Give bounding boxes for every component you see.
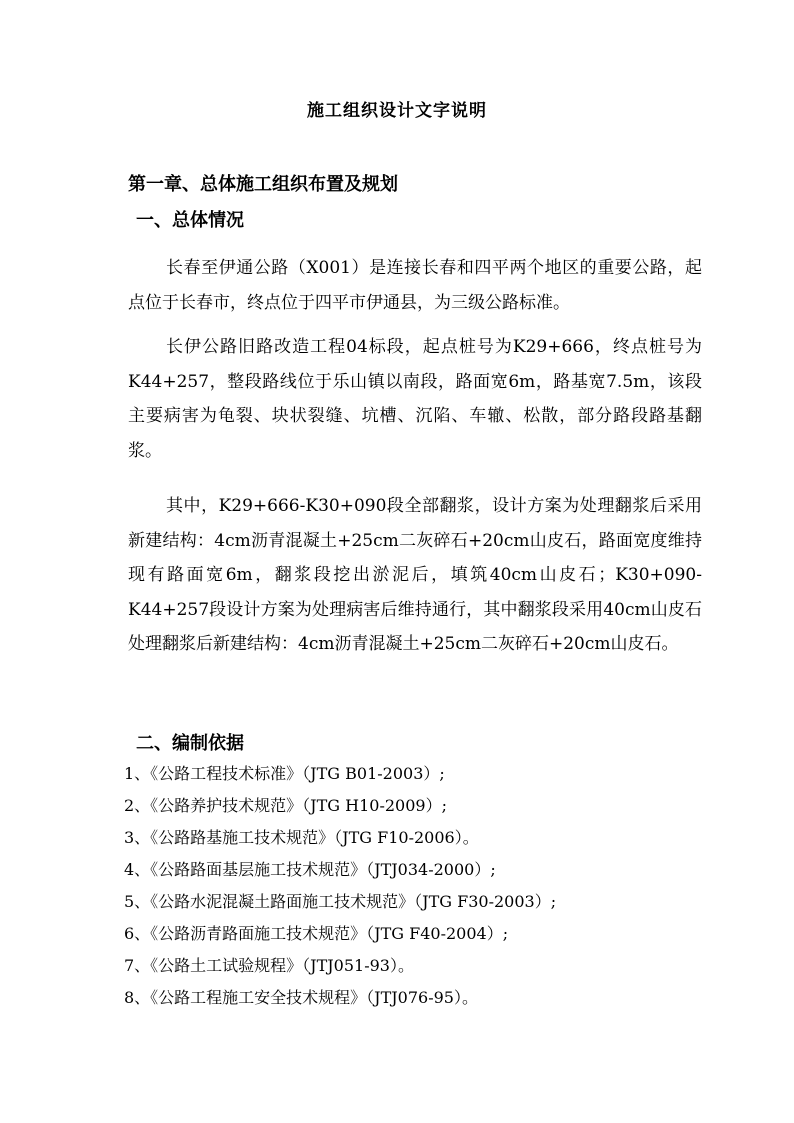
paragraph-section-04: 长伊公路旧路改造工程04标段，起点桩号为K29+666，终点桩号为K44+257，整段路线位于乐山镇以南段，路面宽6m，路基宽7.5m，该段主要病害为龟裂、块状裂缝、坑槽、沉陷、车辙、松散，部分路段路基翻浆。 [128,337,702,461]
reference-list [124,758,556,1014]
reference-item: 6、《公路沥青路面施工技术规范》（JTG F40-2004）; [124,924,509,943]
paragraph-route-overview: 长春至伊通公路（X001）是连接长春和四平两个地区的重要公路，起点位于长春市，终点位于四平市伊通县，为三级公路标准。 [128,258,702,313]
section-heading-overview: 一、总体情况 [136,210,244,231]
reference-item: 7、《公路土工试验规程》（JTJ051-93）。 [124,956,414,975]
section-heading-basis: 二、编制依据 [136,733,244,754]
paragraph-design-scheme: 其中，K29+666-K30+090段全部翻浆，设计方案为处理翻浆后采用新建结构：4cm沥青混凝土+25cm二灰碎石+20cm山皮石，路面宽度维持现有路面宽6m，翻浆段挖出淤泥后，填筑40cm山皮石；K30+090-K44+257段设计方案为处理病害后维持通行，其中翻浆段采用40cm山皮石处理翻浆后新建结构：4cm沥青混凝土+25cm二灰碎石+20cm山皮石。 [128,496,702,654]
reference-item: 1、《公路工程技术标准》（JTG B01-2003）; [124,764,445,783]
chapter-heading: 第一章、总体施工组织布置及规划 [128,174,398,195]
document-title: 施工组织设计文字说明 [307,101,487,121]
reference-item: 3、《公路路基施工技术规范》（JTG F10-2006）。 [124,828,479,847]
reference-item: 2、《公路养护技术规范》（JTG H10-2009）; [124,796,447,815]
reference-item: 8、《公路工程施工安全技术规程》（JTJ076-95）。 [124,988,478,1007]
reference-item: 5、《公路水泥混凝土路面施工技术规范》（JTG F30-2003）; [124,892,557,911]
reference-item: 4、《公路路面基层施工技术规范》（JTJ034-2000）; [124,860,496,879]
